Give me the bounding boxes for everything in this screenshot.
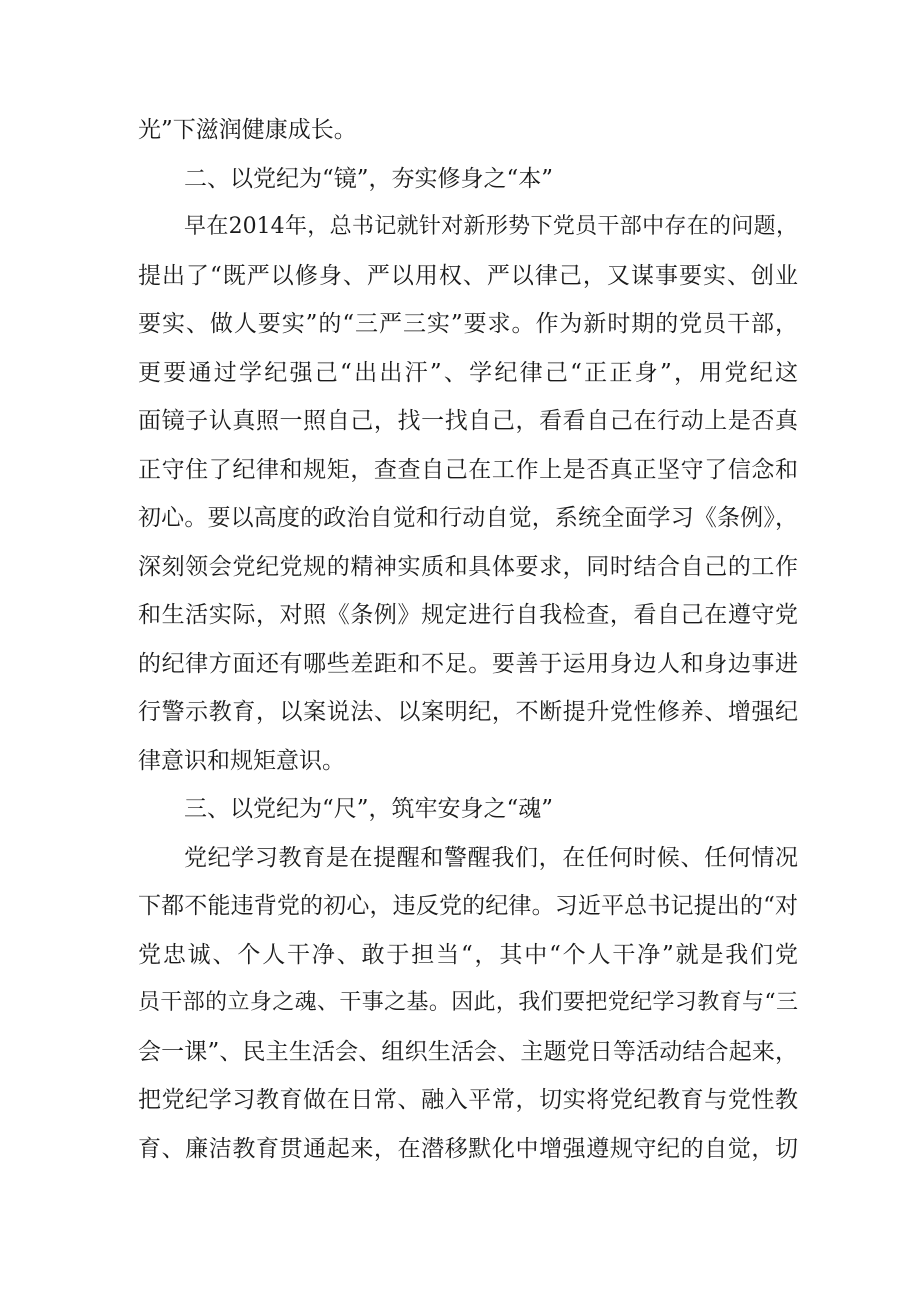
text-line: 行警示教育，以案说法、以案明纪，不断提升党性修养、增强纪	[138, 699, 798, 725]
text-line: 三、以党纪为“尺”，筑牢安身之“魂”	[184, 796, 554, 822]
text-line: 要实、做人要实”的“三严三实”要求。作为新时期的党员干部，	[138, 311, 798, 337]
body-text	[138, 106, 798, 1173]
text-line: 律意识和规矩意识。	[138, 747, 345, 774]
text-line: 深刻领会党纪党规的精神实质和具体要求，同时结合自己的工作	[138, 553, 798, 580]
text-line: 更要通过学纪强己“出出汗”、学纪律己“正正身”，用党纪这	[138, 359, 798, 386]
text-line: 二、以党纪为“镜”，夯实修身之“本”	[184, 165, 554, 192]
text-line: 下都不能违背党的初心，违反党的纪律。习近平总书记提出的“对	[138, 893, 798, 919]
text-line: 和生活实际，对照《条例》规定进行自我检查，看自己在遵守党	[138, 602, 798, 628]
text-line: 早在2014年，总书记就针对新形势下党员干部中存在的问题，	[184, 214, 798, 239]
text-line: 党纪学习教育是在提醒和警醒我们，在任何时候、任何情况	[184, 844, 798, 871]
text-line: 员干部的立身之魂、干事之基。因此，我们要把党纪学习教育与“三	[138, 990, 798, 1015]
text-line: 正守住了纪律和规矩，查查自己在工作上是否真正坚守了信念和	[138, 456, 798, 483]
text-line: 提出了“既严以修身、严以用权、严以律己，又谋事要实、创业	[138, 262, 798, 289]
text-line: 面镜子认真照一照自己，找一找自己，看看自己在行动上是否真	[138, 408, 798, 434]
text-line: 会一课”、民主生活会、组织生活会、主题党日等活动结合起来，	[138, 1038, 798, 1065]
text-line: 光”下滋润健康成长。	[138, 117, 357, 143]
text-line: 的纪律方面还有哪些差距和不足。要善于运用身边人和身边事进	[138, 650, 798, 677]
text-line: 初心。要以高度的政治自觉和行动自觉，系统全面学习《条例》，	[138, 505, 798, 531]
text-line: 育、廉洁教育贯通起来，在潜移默化中增强遵规守纪的自觉，切	[138, 1135, 798, 1162]
text-line: 党忠诚、个人干净、敢于担当“，其中“个人干净”就是我们党	[138, 941, 798, 968]
text-line: 把党纪学习教育做在日常、融入平常，切实将党纪教育与党性教	[138, 1087, 798, 1113]
